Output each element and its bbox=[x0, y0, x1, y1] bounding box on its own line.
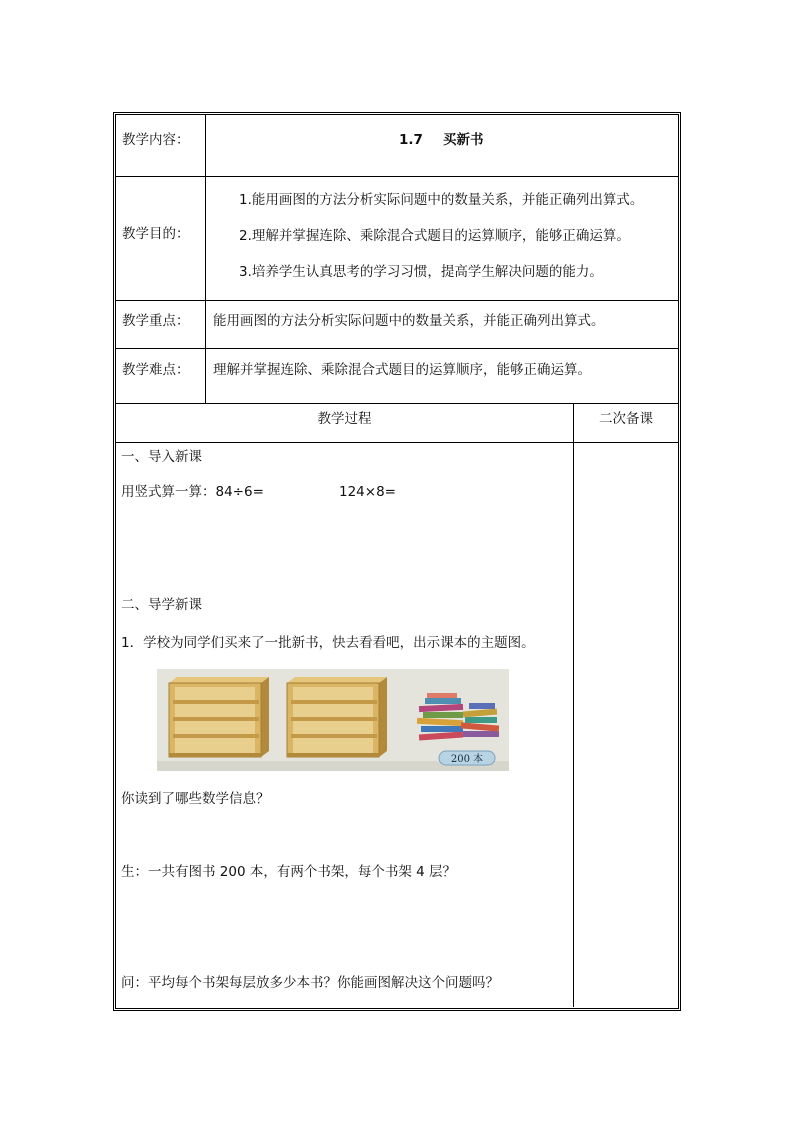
goals-label: 教学目的： bbox=[122, 226, 190, 242]
goal-item: 2.理解并掌握连除、乘除混合式题目的运算顺序，能够正确运算。 bbox=[239, 228, 630, 244]
second-prep-header: 二次备课 bbox=[599, 411, 653, 427]
answer-1: 生：一共有图书 200 本，有两个书架，每个书架 4 层？ bbox=[121, 864, 457, 880]
lesson-number: 1.7 bbox=[399, 132, 423, 148]
bookshelf-1 bbox=[169, 677, 269, 757]
goal-item: 3.培养学生认真思考的学习习惯，提高学生解决问题的能力。 bbox=[239, 264, 603, 280]
section-title-new: 二、导学新课 bbox=[121, 597, 202, 613]
lesson-plan-table bbox=[113, 112, 681, 1011]
intro-task-2: 124×8= bbox=[339, 484, 396, 500]
row-divider bbox=[116, 403, 678, 404]
difficulty-text: 理解并掌握连除、乘除混合式题目的运算顺序，能够正确运算。 bbox=[213, 362, 591, 378]
bookshelf-2 bbox=[287, 677, 387, 757]
row-divider bbox=[116, 442, 678, 443]
side-column-divider bbox=[573, 403, 574, 1007]
process-header: 教学过程 bbox=[317, 411, 372, 427]
intro-task: 用竖式算一算：84÷6= bbox=[121, 484, 264, 500]
content-label: 教学内容： bbox=[122, 132, 190, 148]
section-title-intro: 一、导入新课 bbox=[121, 449, 202, 465]
count-badge-label: 200 本 bbox=[450, 754, 484, 765]
lesson-title: 买新书 bbox=[443, 132, 484, 148]
difficulty-label: 教学难点： bbox=[122, 362, 190, 378]
key-point-text: 能用画图的方法分析实际问题中的数量关系，并能正确列出算式。 bbox=[213, 313, 605, 329]
question-1: 你读到了哪些数学信息？ bbox=[121, 791, 270, 807]
key-point-label: 教学重点： bbox=[122, 313, 190, 329]
row-divider bbox=[116, 300, 678, 301]
bookshelf-picture bbox=[157, 669, 509, 771]
row-divider bbox=[116, 176, 678, 177]
new-step-1: 1．学校为同学们买来了一批新书，快去看看吧，出示课本的主题图。 bbox=[121, 635, 535, 651]
goal-item: 1.能用画图的方法分析实际问题中的数量关系，并能正确列出算式。 bbox=[239, 192, 644, 208]
question-2: 问：平均每个书架每层放多少本书？你能画图解决这个问题吗？ bbox=[121, 975, 499, 991]
label-column-divider bbox=[205, 115, 206, 403]
row-divider bbox=[116, 348, 678, 349]
